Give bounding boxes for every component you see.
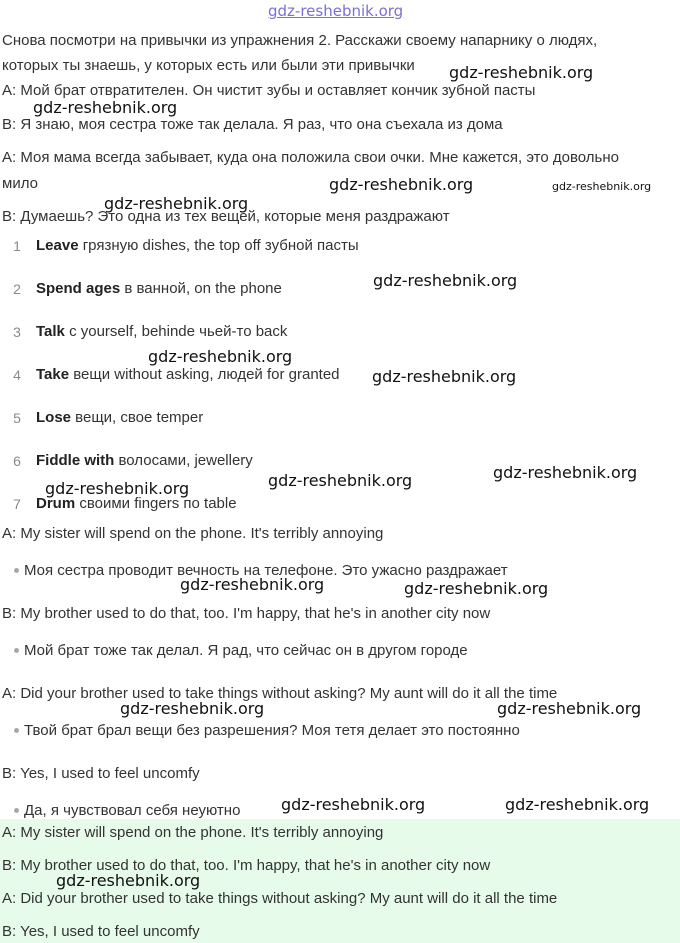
watermark-text: gdz-reshebnik.org <box>281 795 426 814</box>
exchange-english: B: Yes, I used to feel uncomfy <box>2 765 200 782</box>
watermark-text: gdz-reshebnik.org <box>180 575 325 594</box>
watermark-text: gdz-reshebnik.org <box>552 180 652 193</box>
exchange-english: A: My sister will spend on the phone. It's terribly annoying <box>2 525 384 542</box>
habit-detail: с yourself, behinde чьей-то back <box>64 323 288 340</box>
watermark-text: gdz-reshebnik.org <box>56 871 201 890</box>
habit-item <box>36 452 253 469</box>
watermark-text: gdz-reshebnik.org <box>449 63 594 82</box>
exchange-russian: Да, я чувствовал себя неуютно <box>24 802 241 819</box>
habit-detail: волосами, jewellery <box>114 452 253 469</box>
habit-verb: Fiddle with <box>36 452 115 469</box>
watermark-text: gdz-reshebnik.org <box>120 699 265 718</box>
exchange-russian: Твой брат брал вещи без разрешения? Моя тетя делает это постоянно <box>24 722 520 739</box>
exchange-russian: Моя сестра проводит вечность на телефоне. Это ужасно раздражает <box>24 562 508 579</box>
watermark-text: gdz-reshebnik.org <box>373 271 518 290</box>
dialogue-ru-line: B: Думаешь? Это одна из тех вещей, которые меня раздражают <box>2 208 450 225</box>
habit-detail: в ванной, on the phone <box>120 280 282 297</box>
habit-number: 4 <box>13 367 21 383</box>
summary-line: B: Yes, I used to feel uncomfy <box>2 923 200 940</box>
watermark-text: gdz-reshebnik.org <box>505 795 650 814</box>
watermark-text: gdz-reshebnik.org <box>268 471 413 490</box>
watermark-text: gdz-reshebnik.org <box>372 367 517 386</box>
dialogue-ru-line: мило <box>2 175 38 192</box>
habit-verb: Talk <box>36 323 65 340</box>
watermark-text: gdz-reshebnik.org <box>45 479 190 498</box>
habit-verb: Take <box>36 366 70 383</box>
header-watermark-link[interactable]: gdz-reshebnik.org <box>268 2 404 20</box>
bullet-icon <box>14 568 19 573</box>
watermark-text: gdz-reshebnik.org <box>404 579 549 598</box>
watermark-text: gdz-reshebnik.org <box>33 98 178 117</box>
habit-item <box>36 366 340 383</box>
habit-number: 7 <box>13 496 21 512</box>
dialogue-ru-line: A: Моя мама всегда забывает, куда она положила свои очки. Мне кажется, это довольно <box>2 149 619 166</box>
habit-number: 2 <box>13 281 21 297</box>
summary-line: A: Did your brother used to take things without asking? My aunt will do it all the time <box>2 890 558 907</box>
dialogue-ru-line: B: Я знаю, моя сестра тоже так делала. Я раз, что она съехала из дома <box>2 116 503 133</box>
habit-number: 3 <box>13 324 21 340</box>
bullet-icon <box>14 808 19 813</box>
watermark-text: gdz-reshebnik.org <box>493 463 638 482</box>
habit-verb: Leave <box>36 237 79 254</box>
habit-item <box>36 323 287 340</box>
habit-item <box>36 409 203 426</box>
exchange-english: A: Did your brother used to take things without asking? My aunt will do it all the time <box>2 685 558 702</box>
habit-verb: Lose <box>36 409 72 426</box>
habit-verb: Spend ages <box>36 280 121 297</box>
habit-detail: грязную dishes, the top off зубной пасты <box>78 237 359 254</box>
watermark-text: gdz-reshebnik.org <box>148 347 293 366</box>
bullet-icon <box>14 728 19 733</box>
watermark-text: gdz-reshebnik.org <box>497 699 642 718</box>
watermark-text: gdz-reshebnik.org <box>104 194 249 213</box>
habit-detail: вещи without asking, людей for granted <box>69 366 340 383</box>
habit-detail: вещи, свое temper <box>71 409 204 426</box>
bullet-icon <box>14 648 19 653</box>
exchange-english: B: My brother used to do that, too. I'm happy, that he's in another city now <box>2 605 491 622</box>
exchange-russian: Мой брат тоже так делал. Я рад, что сейчас он в другом городе <box>24 642 468 659</box>
habit-verb: Drum <box>36 495 76 512</box>
watermark-text: gdz-reshebnik.org <box>329 175 474 194</box>
dialogue-ru-line: A: Мой брат отвратителен. Он чистит зубы и оставляет кончик зубной пасты <box>2 82 536 99</box>
habit-number: 6 <box>13 453 21 469</box>
intro-line-2: которых ты знаешь, у которых есть или были эти привычки <box>2 57 415 74</box>
habit-number: 5 <box>13 410 21 426</box>
summary-line: B: My brother used to do that, too. I'm happy, that he's in another city now <box>2 857 491 874</box>
habit-number: 1 <box>13 238 21 254</box>
summary-line: A: My sister will spend on the phone. It's terribly annoying <box>2 824 384 841</box>
habit-item <box>36 280 282 297</box>
intro-line-1: Снова посмотри на привычки из упражнения 2. Расскажи своему напарнику о людях, <box>2 32 598 49</box>
habit-item <box>36 237 359 254</box>
habit-detail: своими fingers по table <box>75 495 237 512</box>
